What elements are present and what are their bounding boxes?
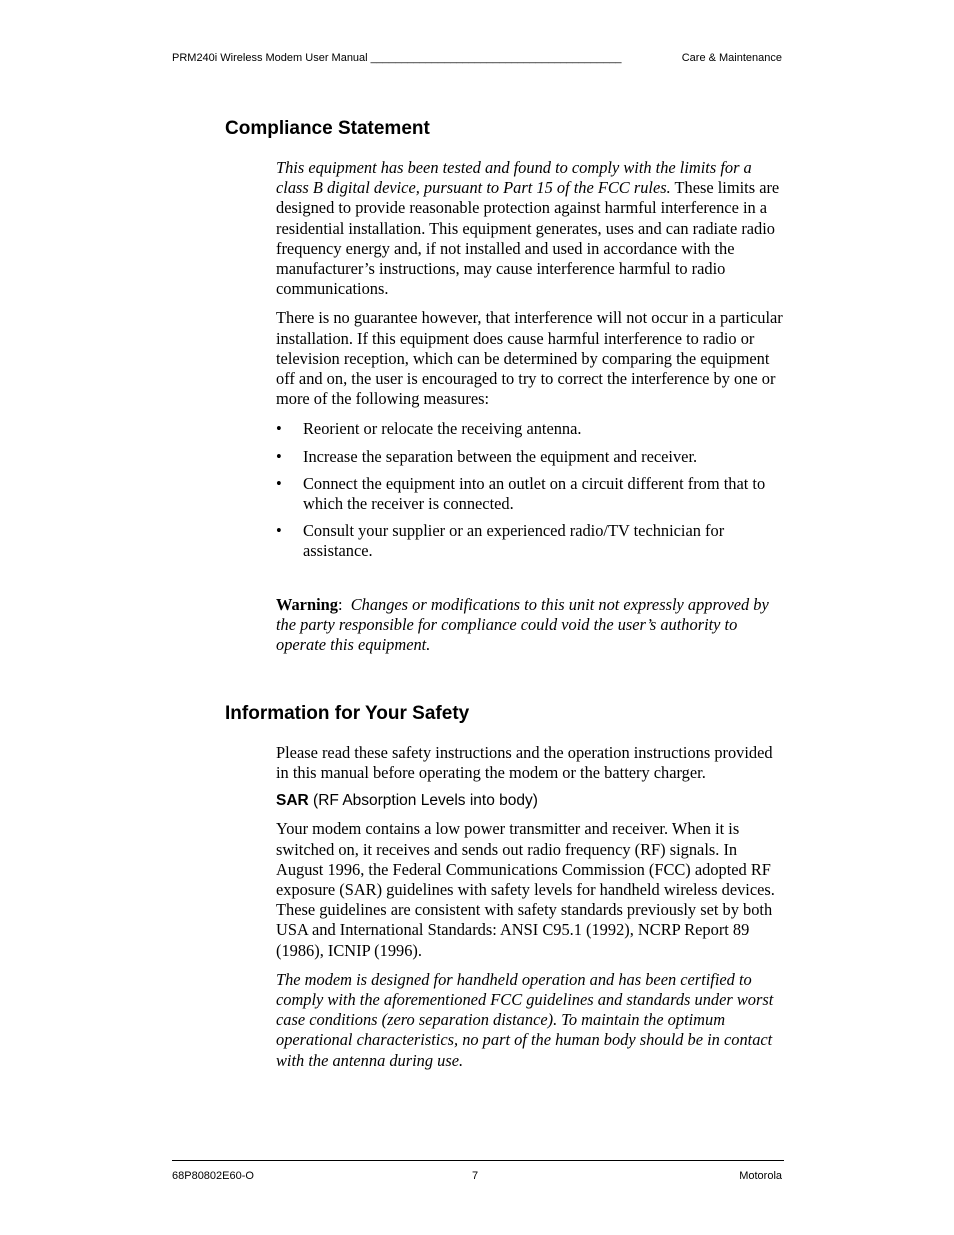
header-section-title: Care & Maintenance xyxy=(681,52,782,64)
compliance-heading: Compliance Statement xyxy=(225,118,430,139)
list-item xyxy=(276,521,786,561)
compliance-paragraph-2: There is no guarantee however, that interference will not occur in a particular installation. If this equipment does cause harmful interference to radio or television reception, which can be determined by comparing the equipment off and on, the user is encouraged to try to correct the interference by one or more of the following measures: xyxy=(276,308,783,409)
bullet-icon: • xyxy=(276,446,282,466)
warning-label: Warning xyxy=(276,595,338,614)
bullet-icon: • xyxy=(276,419,282,439)
warning-note xyxy=(276,595,786,656)
list-item-text: Connect the equipment into an outlet on a circuit different from that to which the receiver is connected. xyxy=(303,473,766,514)
list-item xyxy=(276,419,786,439)
sar-label: SAR xyxy=(276,792,309,810)
safety-body xyxy=(276,743,786,1071)
page-header xyxy=(172,51,782,67)
list-item xyxy=(276,474,786,514)
safety-paragraph-1: Please read these safety instructions and the operation instructions provided in this manual before operating the modem or the battery charger. xyxy=(276,743,773,783)
measures-list xyxy=(276,419,786,561)
header-manual-title: PRM240i Wireless Modem User Manual _________________________________________ xyxy=(172,52,622,64)
sar-description: (RF Absorption Levels into body) xyxy=(308,792,538,810)
list-item xyxy=(276,447,786,467)
footer-divider xyxy=(172,1160,784,1161)
page-footer xyxy=(172,1169,782,1185)
compliance-paragraph-1-rest: These limits are designed to provide reasonable protection against harmful interference in a residential installation. This equipment generates, uses and can radiate radio frequency energy and, if not installed and used in accordance with the manufacturer’s instructions, may cause interference harmful to radio communications. xyxy=(276,178,780,299)
bullet-icon: • xyxy=(276,473,282,493)
footer-document-number: 68P80802E60-O xyxy=(172,1170,254,1182)
compliance-paragraph-1 xyxy=(276,158,786,299)
warning-colon: : xyxy=(337,595,351,614)
compliance-body xyxy=(276,158,786,569)
warning-text: Changes or modifications to this unit not expressly approved by the party responsible for compliance could void the user’s authority to operate this equipment. xyxy=(276,595,769,655)
safety-heading: Information for Your Safety xyxy=(225,703,470,724)
safety-paragraph-3: The modem is designed for handheld operation and has been certified to comply with the aforementioned FCC guidelines and standards under worst case conditions (zero separation distance). To maintain the optimum operational characteristics, no part of the human body should be in contact with the antenna during use. xyxy=(276,969,774,1070)
sar-subheading xyxy=(276,791,786,811)
footer-company: Motorola xyxy=(739,1170,782,1182)
compliance-italic-sentence: This equipment has been tested and found to comply with the limits for a class B digital device, pursuant to Part 15 of the FCC rules. xyxy=(276,158,752,198)
warning-paragraph xyxy=(276,595,786,656)
footer-page-number: 7 xyxy=(472,1170,479,1182)
bullet-icon: • xyxy=(276,521,282,541)
safety-paragraph-2: Your modem contains a low power transmitter and receiver. When it is switched on, it receives and sends out radio frequency (RF) signals. In August 1996, the Federal Communications Commission (FCC) adopted RF exposure (SAR) guidelines with safety levels for handheld wireless devices. These guidelines are consistent with safety standards previously set by both USA and International Standards: ANSI C95.1 (1992), NCRP Report 89 (1986), ICNIP (1996). xyxy=(276,819,775,960)
list-item-text: Consult your supplier or an experienced radio/TV technician for assistance. xyxy=(303,521,725,561)
list-item-text: Increase the separation between the equipment and receiver. xyxy=(303,446,698,466)
list-item-text: Reorient or relocate the receiving antenna. xyxy=(303,419,582,439)
